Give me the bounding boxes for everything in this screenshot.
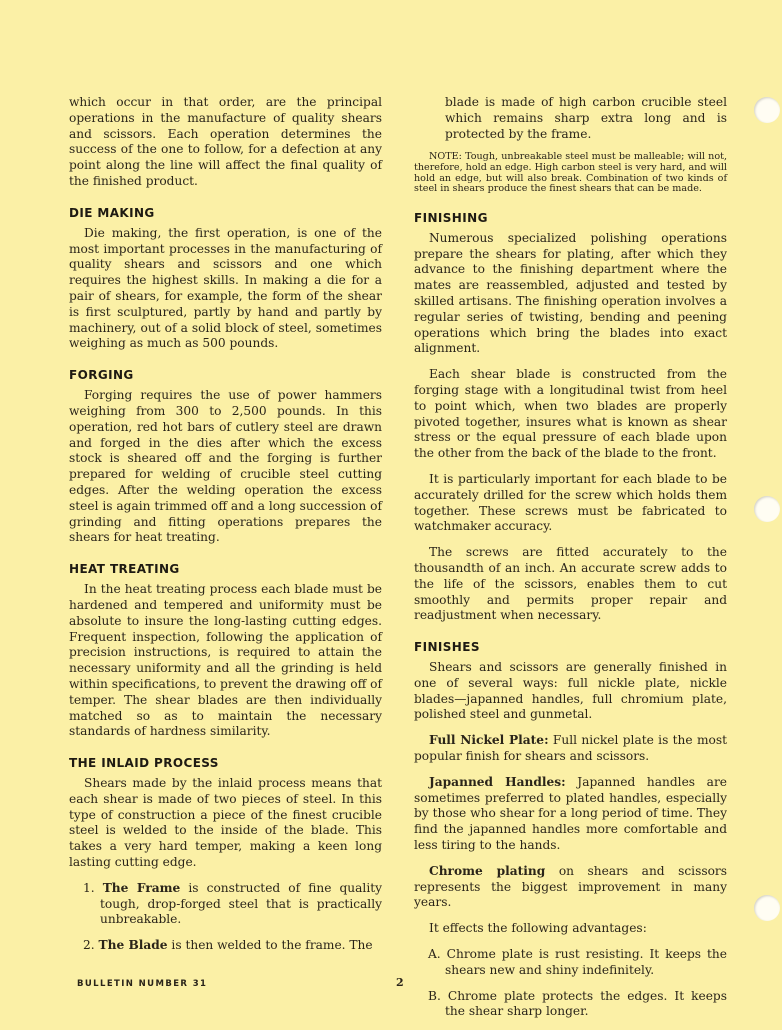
blade-label: The Blade: [98, 938, 168, 953]
chrome-text: on shears and scissors represents the biggest improvement in many years.: [414, 863, 727, 910]
advantage-a-text: Chrome plate is rust resisting. It keeps the shears new and shiny indefinitely.: [445, 947, 727, 977]
finishing-paragraph-1: Numerous specialized polishing operations prepare the shears for plating, after which they advance to the finishing department where the mates are reassembled, adjusted and tested by skilled artisans. The finishing operation involves a regular series of twisting, bending and peening operations which bring the blades into exact alignment.: [414, 230, 727, 356]
advantages-intro: It effects the following advantages:: [429, 921, 647, 936]
binder-hole: [754, 97, 780, 123]
steel-note: NOTE: Tough, unbreakable steel must be malleable; will not, therefore, hold an edge. High carbon steel is very hard, and will hold an edge, but will also break. Combination of two kinds of steel in shears produce the finest shears that can be made.: [414, 151, 727, 195]
chrome-plating-paragraph: [414, 864, 727, 911]
japanned-handles-paragraph: [414, 775, 727, 854]
advantage-b: [414, 989, 727, 1021]
japanned-text: Japanned handles are sometimes preferred to plated handles, especially by those who shear for a long period of time. They find the japanned handles more comfortable and less tiring to the hands.: [414, 774, 727, 853]
finishes-heading: FINISHES: [414, 640, 480, 655]
intro-paragraph: which occur in that order, are the principal operations in the manufacture of quality shears and scissors. Each operation determines the success of the one to follow, for a defection at any point along the line will affect the final quality of the finished product.: [69, 95, 382, 188]
blade-continuation: blade is made of high carbon crucible steel which remains sharp extra long and is protected by the frame.: [445, 95, 727, 141]
finishes-paragraph: Shears and scissors are generally finished in one of several ways: full nickle plate, nickle blades—japanned handles, full chromium plate, polished steel and gunmetal.: [414, 660, 727, 722]
frame-text: is constructed of fine quality tough, drop-forged steel that is practically unbreakable.: [100, 880, 383, 927]
frame-label: The Frame: [102, 880, 181, 895]
page-number: 2: [396, 976, 404, 989]
heat-treating-heading: HEAT TREATING: [69, 562, 180, 577]
advantage-letter: B.: [428, 988, 441, 1003]
chrome-label: Chrome plating: [429, 863, 546, 878]
finishing-paragraph-4: The screws are fitted accurately to the thousandth of an inch. An accurate screw adds to the life of the scissors, enables them to cut smoothly and permits proper repair and readjustment when necessary.: [414, 545, 727, 623]
heat-treating-paragraph: In the heat treating process each blade must be hardened and tempered and uniformity must be absolute to insure the long-lasting cutting edges. Frequent inspection, following the application of precision instructions, is required to attain the necessary uniformity and all the grinding is held within specifications, to prevent the drawing off of temper. The shear blades are then individually matched so as to maintain the necessary standards of hardness similarity.: [69, 582, 382, 739]
advantage-b-text: Chrome plate protects the edges. It keeps the shear sharp longer.: [445, 988, 727, 1019]
list-item-frame: [69, 881, 382, 928]
right-column: [414, 95, 727, 1030]
japanned-label: Japanned Handles:: [429, 774, 566, 789]
forging-heading: FORGING: [69, 368, 134, 383]
die-making-paragraph: Die making, the first operation, is one of the most important processes in the manufacturing of quality shears and scissors and one which requires the highest skills. In making a die for a pair of shears, for example, the form of the shear is first sculptured, partly by hand and partly by machinery, out of a solid block of steel, sometimes weighing as much as 500 pounds.: [69, 225, 382, 351]
forging-paragraph: Forging requires the use of power hammers weighing from 300 to 2,500 pounds. In this operation, red hot bars of cutlery steel are drawn and forged in the dies after which the excess stock is sheared off and the forging is further prepared for welding of crucible steel cutting edges. After the welding operation the excess steel is again trimmed off and a long succession of grinding and fitting operations prepares the shears for heat treating.: [69, 388, 382, 545]
die-making-heading: DIE MAKING: [69, 205, 155, 220]
binder-hole: [754, 496, 780, 522]
inlaid-process-paragraph: Shears made by the inlaid process means that each shear is made of two pieces of steel. In this type of construction a piece of the finest crucible steel is welded to the inside of the blade. This takes a very hard temper, making a keen long lasting cutting edge.: [69, 776, 382, 870]
nickel-text: Full nickel plate is the most popular finish for shears and scissors.: [414, 733, 728, 764]
inlaid-process-heading: THE INLAID PROCESS: [69, 756, 219, 771]
list-number: 1.: [83, 880, 95, 895]
nickel-label: Full Nickel Plate:: [429, 733, 549, 748]
left-column: [69, 95, 382, 964]
advantage-a: [414, 947, 727, 979]
list-item-blade: [69, 938, 382, 954]
advantage-letter: A.: [428, 947, 441, 962]
finishing-paragraph-2: Each shear blade is constructed from the forging stage with a longitudinal twist from heel to point which, when two blades are properly pivoted together, insures what is known as shear stress or the equal pressure of each blade upon the other from the back of the blade to the front.: [414, 367, 727, 461]
binder-hole: [754, 895, 780, 921]
nickel-plate-paragraph: [414, 733, 727, 765]
blade-text: is then welded to the frame. The: [167, 938, 373, 953]
list-number: 2.: [83, 938, 95, 953]
bulletin-footer: BULLETIN NUMBER 31: [77, 979, 208, 989]
finishing-heading: FINISHING: [414, 210, 488, 225]
finishing-paragraph-3: It is particularly important for each blade to be accurately drilled for the screw which holds them together. These screws must be fabricated to watchmaker accuracy.: [414, 471, 727, 534]
